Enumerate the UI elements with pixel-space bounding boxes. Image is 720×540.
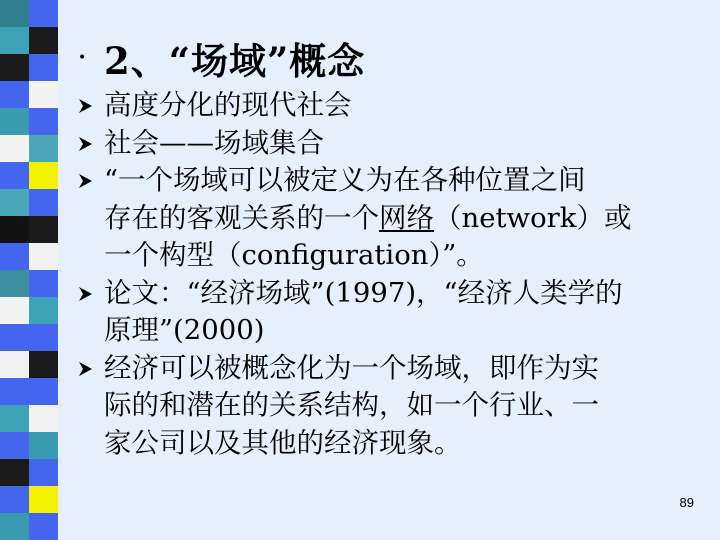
stripe-column-right (29, 0, 58, 540)
stripe-cell (0, 81, 29, 108)
bullet-text: 经济可以被概念化为一个场域，即作为实 (104, 351, 599, 384)
bullet-line (104, 350, 704, 388)
bullet-line (104, 125, 704, 163)
stripe-cell (0, 513, 29, 540)
bullet-line (104, 425, 704, 463)
stripe-cell (29, 189, 58, 216)
stripe-cell (0, 486, 29, 513)
stripe-cell (29, 243, 58, 270)
bullet-line (104, 162, 704, 200)
arrowhead-icon (77, 361, 93, 377)
arrowhead-icon (77, 98, 93, 114)
stripe-cell (0, 378, 29, 405)
stripe-cell (29, 216, 58, 243)
stripe-cell (0, 243, 29, 270)
stripe-cell (0, 162, 29, 189)
bullet-line (104, 237, 704, 275)
bullet-text: 高度分化的现代社会 (104, 89, 352, 121)
stripe-cell (0, 216, 29, 243)
stripe-cell (29, 135, 58, 162)
bullet-line (104, 275, 704, 313)
page-number: 89 (679, 495, 694, 510)
stripe-cell (29, 432, 58, 459)
stripe-cell (0, 459, 29, 486)
stripe-cell (0, 405, 29, 432)
stripe-cell (0, 297, 29, 324)
stripe-cell (0, 54, 29, 81)
underlined-term: 网络 (379, 201, 434, 234)
stripe-cell (29, 378, 58, 405)
bullet-text: （network）或 (434, 201, 632, 234)
stripe-cell (29, 81, 58, 108)
stripe-cell (0, 0, 29, 27)
stripe-cell (29, 486, 58, 513)
stripe-cell (29, 513, 58, 540)
arrowhead-icon (77, 136, 93, 152)
bullet-line (104, 87, 704, 125)
slide-title-row (78, 32, 365, 84)
bullet-text: 一个构型（configuration）”。 (104, 239, 484, 271)
slide-title: 2、“场域”概念 (104, 39, 366, 83)
bullet-line (104, 387, 704, 425)
title-bullet: • (78, 50, 87, 66)
bullet-text: 存在的客观关系的一个 (104, 201, 379, 234)
stripe-cell (29, 162, 58, 189)
decorative-stripe (0, 0, 58, 540)
stripe-cell (0, 27, 29, 54)
stripe-cell (0, 135, 29, 162)
arrowhead-icon (77, 173, 93, 189)
stripe-cell (0, 270, 29, 297)
bullet-text: 家公司以及其他的经济现象。 (104, 426, 462, 459)
stripe-cell (0, 189, 29, 216)
stripe-cell (0, 351, 29, 378)
stripe-cell (29, 459, 58, 486)
stripe-column-left (0, 0, 29, 540)
bullet-text: “一个场域可以被定义为在各种位置之间 (104, 164, 586, 196)
arrowhead-icon (77, 286, 93, 302)
stripe-cell (29, 405, 58, 432)
stripe-cell (29, 0, 58, 27)
stripe-cell (0, 108, 29, 135)
bullet-line (104, 200, 704, 238)
stripe-cell (0, 432, 29, 459)
stripe-cell (29, 270, 58, 297)
stripe-cell (29, 324, 58, 351)
stripe-cell (29, 297, 58, 324)
bullet-text: 际的和潜在的关系结构，如一个行业、一 (104, 389, 599, 421)
stripe-cell (29, 27, 58, 54)
bullet-text: 原理”(2000) (104, 314, 265, 346)
stripe-cell (0, 324, 29, 351)
bullet-line (104, 312, 704, 350)
stripe-cell (29, 54, 58, 81)
stripe-cell (29, 108, 58, 135)
bullet-text: 论文：“经济场域”(1997)，“经济人类学的 (104, 276, 623, 309)
stripe-cell (29, 351, 58, 378)
bullet-list (104, 87, 704, 462)
bullet-text: 社会——场域集合 (104, 126, 324, 159)
